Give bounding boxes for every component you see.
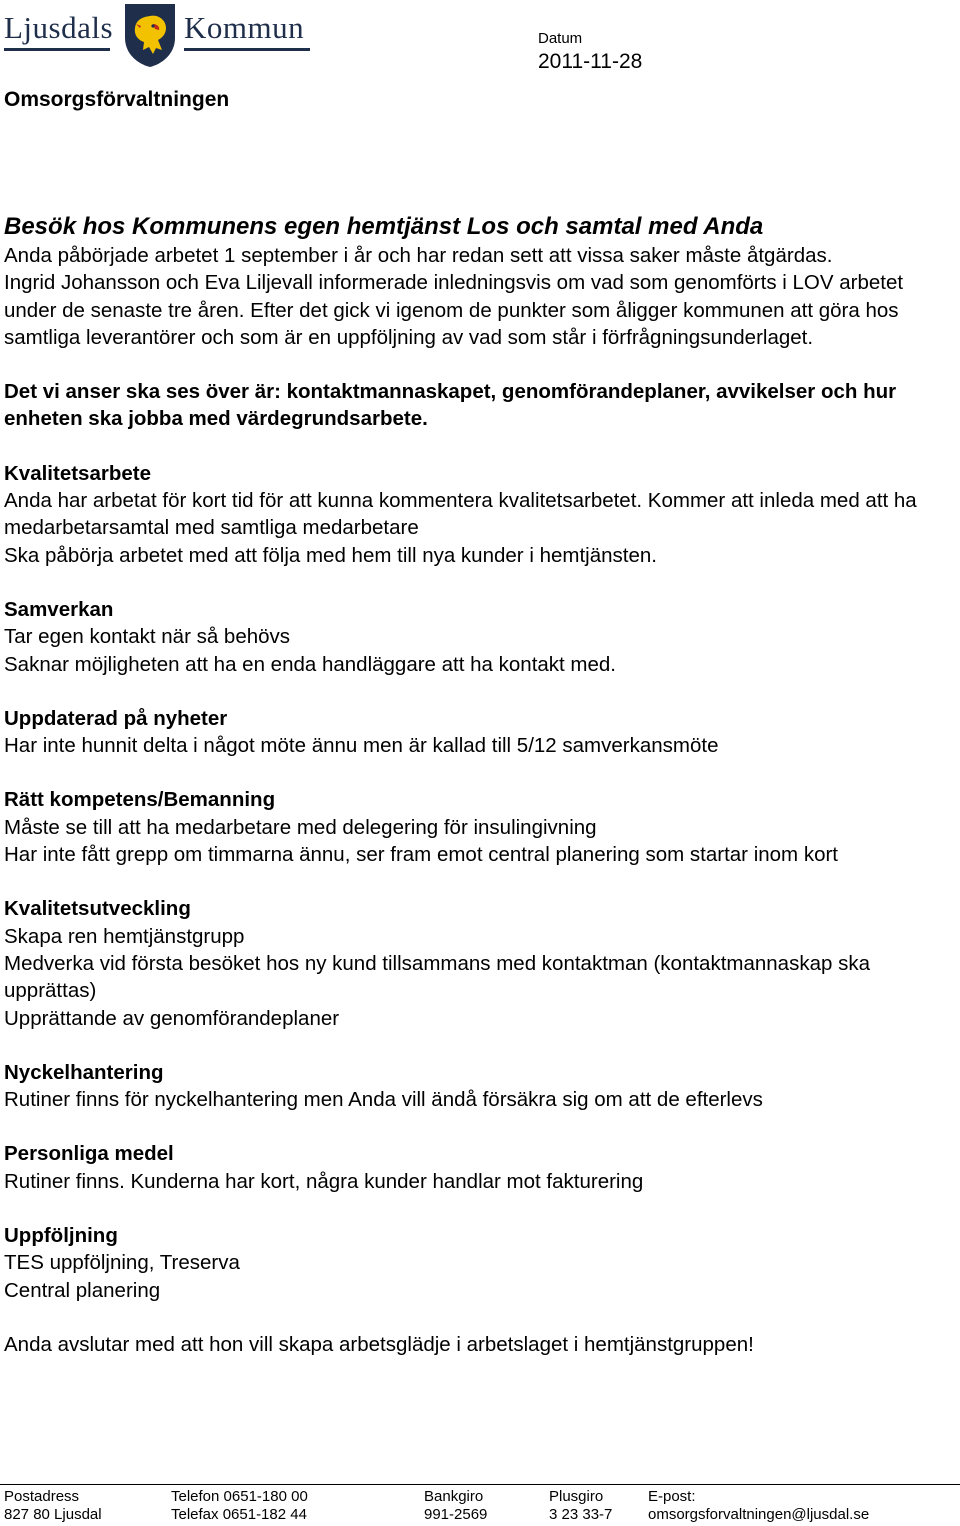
intro-paragraph-1: Anda påbörjade arbetet 1 september i år och har redan sett att vissa saker måste åtgärdas. bbox=[4, 244, 833, 267]
organization-name: Omsorgsförvaltningen bbox=[4, 88, 230, 111]
date-label: Datum bbox=[538, 30, 583, 47]
section-personliga-medel bbox=[4, 1140, 954, 1195]
footer-divider bbox=[0, 1484, 960, 1485]
section-line: Måste se till att ha medarbetare med delegering för insulingivning bbox=[4, 815, 597, 839]
section-heading: Uppföljning bbox=[4, 1224, 118, 1248]
section-heading: Rätt kompetens/Bemanning bbox=[4, 788, 276, 812]
section-line: Har inte fått grepp om timmarna ännu, ser fram emot central planering som startar inom kort bbox=[4, 843, 839, 867]
footer-email-label: E-post: bbox=[648, 1488, 696, 1505]
logo-underline-right bbox=[184, 48, 310, 51]
section-uppfoljning bbox=[4, 1222, 954, 1304]
section-line: Ska påbörja arbetet med att följa med hem till nya kunder i hemtjänsten. bbox=[4, 543, 657, 567]
section-kvalitetsutveckling bbox=[4, 895, 954, 1031]
section-nyckelhantering bbox=[4, 1059, 954, 1114]
municipality-logo bbox=[4, 2, 314, 68]
footer-phone bbox=[171, 1488, 308, 1524]
section-line: Saknar möjligheten att ha en enda handläggare att ha kontakt med. bbox=[4, 652, 617, 676]
section-line: Har inte hunnit delta i något möte ännu men är kallad till 5/12 samverkansmöte bbox=[4, 734, 719, 758]
footer-bankgiro-label: Bankgiro bbox=[424, 1488, 484, 1505]
section-line: Medverka vid första besöket hos ny kund tillsammans med kontaktman (kontaktmannaskap ska upprättas) bbox=[4, 951, 870, 1003]
footer-plusgiro bbox=[549, 1488, 612, 1524]
section-line: Tar egen kontakt när så behövs bbox=[4, 625, 291, 649]
logo-underline-left bbox=[4, 48, 110, 51]
date-value: 2011-11-28 bbox=[538, 50, 643, 73]
footer-telefon: Telefon 0651-180 00 bbox=[171, 1488, 308, 1505]
intro-paragraph-2: Ingrid Johansson och Eva Liljevall informerade inledningsvis om vad som genomförts i LOV arbetet under de senaste tre åren. Efter det gick vi igenom de punkter som åligger kommunen att göra hos samtliga leverantörer och som är en uppföljning av vad som står i förfrågningsunderlaget. bbox=[4, 271, 904, 349]
footer-telefax: Telefax 0651-182 44 bbox=[171, 1506, 307, 1523]
section-line: Upprättande av genomförandeplaner bbox=[4, 1006, 340, 1030]
section-line: Central planering bbox=[4, 1278, 161, 1302]
footer-plusgiro-label: Plusgiro bbox=[549, 1488, 604, 1505]
closing-paragraph: Anda avslutar med att hon vill skapa arbetsglädje i arbetslaget i hemtjänstgruppen! bbox=[4, 1332, 754, 1356]
logo-text-left: Ljusdals bbox=[4, 10, 114, 45]
section-heading: Personliga medel bbox=[4, 1142, 174, 1166]
section-line: Rutiner finns. Kunderna har kort, några kunder handlar mot fakturering bbox=[4, 1169, 644, 1193]
footer-plusgiro-value: 3 23 33-7 bbox=[549, 1506, 613, 1523]
footer-postadress-value: 827 80 Ljusdal bbox=[4, 1506, 102, 1523]
footer-bankgiro bbox=[424, 1488, 487, 1524]
section-line: Rutiner finns för nyckelhantering men Anda vill ändå försäkra sig om att de efterlevs bbox=[4, 1088, 763, 1112]
section-line: Skapa ren hemtjänstgrupp bbox=[4, 924, 245, 948]
section-heading: Uppdaterad på nyheter bbox=[4, 706, 228, 730]
section-heading: Kvalitetsutveckling bbox=[4, 897, 191, 921]
footer-email bbox=[648, 1488, 869, 1524]
footer-postadress-label: Postadress bbox=[4, 1488, 80, 1505]
coat-of-arms-icon bbox=[122, 2, 178, 68]
section-heading: Kvalitetsarbete bbox=[4, 461, 151, 485]
section-kvalitetsarbete bbox=[4, 460, 954, 569]
section-heading: Samverkan bbox=[4, 597, 114, 621]
section-line: Anda har arbetat för kort tid för att kunna kommentera kvalitetsarbetet. Kommer att inleda med att ha medarbetarsamtal med samtliga medarbetare bbox=[4, 489, 917, 540]
section-uppdaterad bbox=[4, 705, 954, 760]
footer-bankgiro-value: 991-2569 bbox=[424, 1506, 488, 1523]
footer-email-link[interactable]: omsorgsforvaltningen@ljusdal.se bbox=[648, 1506, 870, 1523]
document-body bbox=[4, 212, 954, 1358]
document-title: Besök hos Kommunens egen hemtjänst Los och samtal med Anda bbox=[4, 213, 764, 240]
section-heading: Nyckelhantering bbox=[4, 1060, 164, 1084]
section-line: TES uppföljning, Treserva bbox=[4, 1251, 240, 1275]
section-samverkan bbox=[4, 596, 954, 678]
footer-postadress bbox=[4, 1488, 102, 1524]
section-kompetens bbox=[4, 786, 954, 868]
emphasis-paragraph: Det vi anser ska ses över är: kontaktmannaskapet, genomförandeplaner, avvikelser och hur enheten ska jobba med värdegrundsarbete. bbox=[4, 380, 897, 431]
logo-text-right: Kommun bbox=[184, 10, 305, 45]
